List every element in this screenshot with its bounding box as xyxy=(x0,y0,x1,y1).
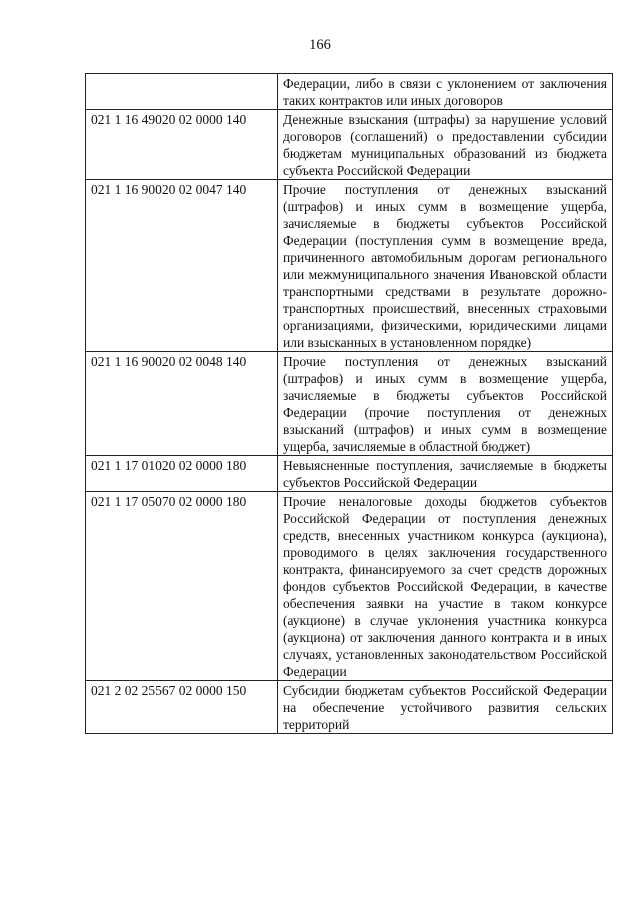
budget-code-cell xyxy=(86,74,278,110)
budget-code-cell: 021 1 16 90020 02 0047 140 xyxy=(86,180,278,352)
budget-code-cell: 021 2 02 25567 02 0000 150 xyxy=(86,681,278,734)
budget-code-cell: 021 1 17 05070 02 0000 180 xyxy=(86,492,278,681)
budget-code-cell: 021 1 17 01020 02 0000 180 xyxy=(86,456,278,492)
page-number: 166 xyxy=(309,37,331,53)
table-row xyxy=(86,74,613,110)
table-row xyxy=(86,456,613,492)
budget-code-cell: 021 1 16 49020 02 0000 140 xyxy=(86,110,278,180)
budget-code-cell: 021 1 16 90020 02 0048 140 xyxy=(86,352,278,456)
description-cell: Денежные взыскания (штрафы) за нарушение условий договоров (соглашений) о предоставлении субсидии бюджетам муниципальных образований из бюджета субъекта Российской Федерации xyxy=(278,110,613,180)
table-row xyxy=(86,352,613,456)
table-row xyxy=(86,110,613,180)
description-cell: Прочие поступления от денежных взысканий (штрафов) и иных сумм в возмещение ущерба, зачисляемые в бюджеты субъектов Российской Федерации (прочие поступления от денежных взысканий (штрафов) и иных сумм в возмещение ущерба, зачисляемые в областной бюджет) xyxy=(278,352,613,456)
table-row xyxy=(86,180,613,352)
revenue-codes-table xyxy=(85,73,613,734)
table-row xyxy=(86,681,613,734)
table-row xyxy=(86,492,613,681)
description-cell: Субсидии бюджетам субъектов Российской Федерации на обеспечение устойчивого развития сельских территорий xyxy=(278,681,613,734)
description-cell: Федерации, либо в связи с уклонением от заключения таких контрактов или иных договоров xyxy=(278,74,613,110)
description-cell: Прочие поступления от денежных взысканий (штрафов) и иных сумм в возмещение ущерба, зачисляемые в бюджеты субъектов Российской Федерации (поступления сумм в возмещение вреда, причиненного автомобильным дорогам регионального или межмуниципального значения Ивановской области транспортными средствами в результате дорожно-транспортных происшествий, внесенных страховыми организациями, физическими, юридическими лицами или взысканных в установленном порядке) xyxy=(278,180,613,352)
description-cell: Прочие неналоговые доходы бюджетов субъектов Российской Федерации от поступления денежных средств, внесенных участником конкурса (аукциона), проводимого в целях заключения государственного контракта, финансируемого за счет средств дорожных фондов субъектов Российской Федерации, в качестве обеспечения заявки на участие в таком конкурсе (аукционе) в случае уклонения участника конкурса (аукциона) от заключения данного контракта и в иных случаях, установленных законодательством Российской Федерации xyxy=(278,492,613,681)
description-cell: Невыясненные поступления, зачисляемые в бюджеты субъектов Российской Федерации xyxy=(278,456,613,492)
